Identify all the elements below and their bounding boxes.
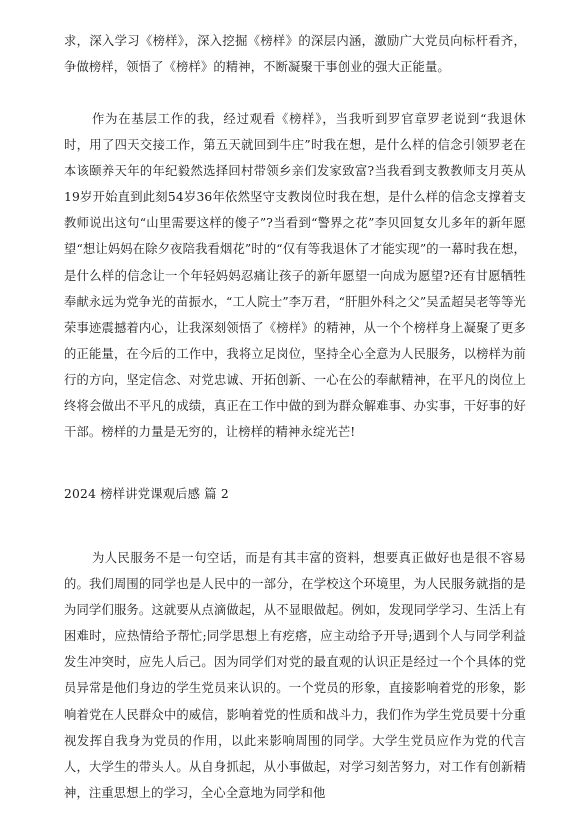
paragraph-2: 作为在基层工作的我，经过观看《榜样》，当我听到罗官章罗老说到“我退休时，用了四天交接工作，第五天就回到牛庄”时我在想，是什么样的信念引领罗老在本该颐养天年的年纪毅然选择回村带领乡亲们发家致富?当我看到支教教师支月英从19岁开始直到此刻54岁36年依然坚守支教岗位时我在想，是什么样的信念支撑着支教师说出这句“山里需要这样的傻子”?当看到“警界之花”李贝回复女儿多年的新年愿望“想让妈妈在除夕夜陪我看烟花”时的“仅有等我退休了才能实现”的一幕时我在想，是什么样的信念让一个年轻妈妈忍痛让孩子的新年愿望一向成为愿望?还有甘愿牺牲奉献永远为党争光的苗振水，“工人院士”李万君，“肝胆外科之父”吴孟超吴老等等光荣事迹震撼着内心，让我深刻领悟了《榜样》的精神，从一个个榜样身上凝聚了更多的正能量，在今后的工作中，我将立足岗位，坚持全心全意为人民服务，以榜样为前行的方向，坚定信念、对党忠诚、开拓创新、一心在公的奉献精神，在平凡的岗位上终将会做出不平凡的成绩，真正在工作中做的到为群众解难事、办实事，干好事的好干部。榜样的力量是无穷的，让榜样的精神永绽光芒! [64,112,526,440]
paragraph-1: 求，深入学习《榜样》，深入挖掘《榜样》的深层内涵，激励广大党员向标杆看齐，争做榜样，领悟了《榜样》的精神，不断凝聚干事创业的强大正能量。 [64,34,526,75]
section-title: 2024 榜样讲党课观后感 篇 2 [64,487,229,501]
paragraph-3: 为人民服务不是一句空话，而是有其丰富的资料，想要真正做好也是很不容易的。我们周围的同学也是人民中的一部分，在学校这个环境里，为人民服务就指的是为同学们服务。这就要从点滴做起，从不显眼做起。例如，发现同学学习、生活上有困难时，应热情给予帮忙;同学思想上有疙瘩，应主动给予开导;遇到个人与同学利益发生冲突时，应先人后己。因为同学们对党的最直观的认识正是经过一个个具体的党员异常是他们身边的学生党员来认识的。一个党员的形象，直接影响着党的形象，影响着党在人民群众中的威信，影响着党的性质和战斗力，我们作为学生党员要十分重视发挥自我身为党员的作用，以此来影响周围的同学。大学生党员应作为党的代言人，大学生的带头人。从自身抓起，从小事做起，对学习刻苦努力，对工作有创新精神，注重思想上的学习，全心全意地为同学和他 [64,551,526,800]
